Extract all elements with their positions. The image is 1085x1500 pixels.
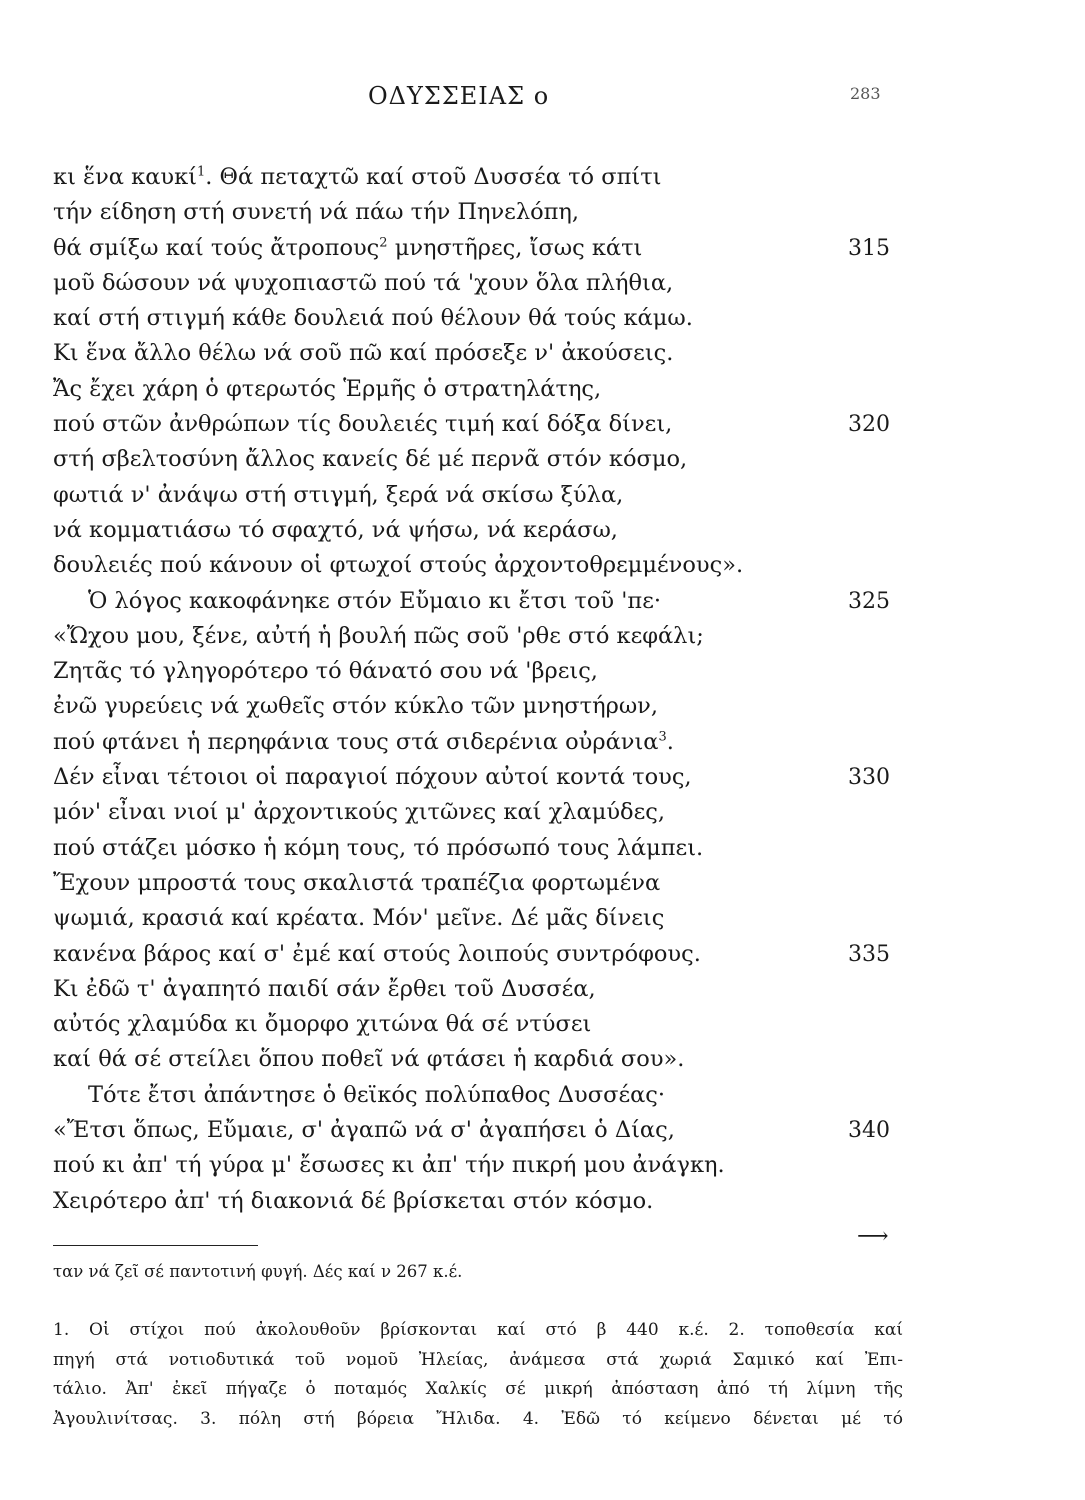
- verse-text: [53, 1184, 653, 1219]
- verse-text-main: κι ἕνα καυκί: [53, 164, 197, 190]
- footnotes: [53, 1316, 903, 1434]
- verse-text-main: μόν' εἶναι νιοί μ' ἀρχοντικούς χιτῶνες καί χλαμύδες,: [53, 799, 665, 826]
- verse-number: 335: [848, 941, 890, 967]
- verse-text: [53, 654, 598, 689]
- verse-line: [0, 372, 1085, 407]
- verse-line: [0, 1007, 1085, 1042]
- verse-text: [88, 584, 661, 619]
- verse-line: [0, 1078, 1085, 1113]
- verse-text: [53, 689, 658, 724]
- verse-line: [0, 513, 1085, 548]
- page-number: 283: [850, 84, 881, 103]
- verse-number: 330: [848, 765, 890, 791]
- verse-text-main: «Ἔτσι ὅπως, Εὔμαιε, σ' ἀγαπῶ νά σ' ἀγαπήσει ὁ Δίας,: [53, 1117, 675, 1144]
- verse-number: 340: [848, 1118, 890, 1144]
- verse-text-main: καί στή στιγμή κάθε δουλειά πού θέλουν θά τούς κάμω.: [53, 305, 693, 332]
- footnote-marker: 2: [379, 235, 388, 251]
- verse-line: [0, 1184, 1085, 1219]
- verse-line: [0, 266, 1085, 301]
- footnote-marker: 3: [658, 729, 667, 745]
- verse-text-main: ἐνῶ γυρεύεις νά χωθεῖς στόν κύκλο τῶν μνηστήρων,: [53, 693, 658, 720]
- continue-arrow-icon: ⟶: [857, 1224, 889, 1249]
- verse-text: [88, 1078, 665, 1113]
- running-title: ΟΔΥΣΣΕΙΑΣ ο: [368, 82, 550, 110]
- verse-text: [53, 548, 743, 583]
- verse-line: [0, 972, 1085, 1007]
- verse-line: [0, 901, 1085, 936]
- verse-text-main: Δέν εἶναι τέτοιοι οἱ παραγιοί πόχουν αὐτοί κοντά τους,: [53, 764, 692, 791]
- verse-text: [53, 336, 673, 371]
- page-header: [0, 82, 1085, 122]
- verse-text: [53, 619, 704, 654]
- verse-line: [0, 831, 1085, 866]
- verse-number: 315: [848, 235, 890, 261]
- verse-line: [0, 866, 1085, 901]
- verse-line: [0, 1113, 1085, 1148]
- verse-line: [0, 1148, 1085, 1183]
- verse-text-rest: .: [666, 728, 674, 755]
- verse-text-main: κανένα βάρος καί σ' ἐμέ καί στούς λοιπούς συντρόφους.: [53, 940, 701, 967]
- footnote-continuation: ταν νά ζεῖ σέ παντοτινή φυγή. Δές καί ν 267 κ.έ.: [53, 1262, 463, 1281]
- verse-text-main: Ἔχουν μπροστά τους σκαλιστά τραπέζια φορτωμένα: [53, 869, 661, 896]
- verse-text-rest: . Θά πεταχτῶ καί στοῦ Δυσσέα τό σπίτι: [205, 164, 662, 190]
- verse-text-main: Ὁ λόγος κακοφάνηκε στόν Εὔμαιο κι ἔτσι τοῦ 'πε·: [88, 587, 662, 614]
- verse-text-main: Χειρότερο ἀπ' τή διακονιά δέ βρίσκεται στόν κόσμο.: [53, 1187, 654, 1214]
- verse-line: [0, 442, 1085, 477]
- verse-text-main: μοῦ δώσουν νά ψυχοπιαστῶ πού τά 'χουν ὅλα πλήθια,: [53, 269, 674, 296]
- verse-line: [0, 760, 1085, 795]
- verse-text-main: πού κι ἀπ' τή γύρα μ' ἔσωσες κι ἀπ' τήν πικρή μου ἀνάγκη.: [53, 1152, 725, 1179]
- verse-text: [53, 937, 701, 972]
- footnote-marker: 1: [196, 164, 206, 180]
- verse-text-main: Τότε ἔτσι ἀπάντησε ὁ θεϊκός πολύπαθος Δυσσέας·: [88, 1081, 666, 1108]
- verse-text: [53, 1113, 675, 1148]
- verse-line: [0, 584, 1085, 619]
- verse-text-rest: μνηστῆρες, ἴσως κάτι: [387, 234, 643, 261]
- verse-text-main: Ζητᾶς τό γληγορότερο τό θάνατό σου νά 'βρεις,: [53, 658, 598, 685]
- verse-number: 320: [848, 412, 890, 438]
- footnote-line: τάλιο. Ἀπ' ἐκεῖ πήγαζε ὁ ποταμός Χαλκίς σέ μικρή ἀπόσταση ἀπό τή λίμνη τῆς: [53, 1379, 903, 1399]
- verse-line: [0, 654, 1085, 689]
- verse-text: [53, 478, 623, 513]
- verse-text: [53, 901, 664, 936]
- verse-text-main: ψωμιά, κρασιά καί κρέατα. Μόν' μεῖνε. Δέ μᾶς δίνεις: [53, 905, 665, 932]
- verse-text-main: καί θά σέ στείλει ὅπου ποθεῖ νά φτάσει ἡ καρδιά σου».: [53, 1046, 685, 1073]
- verse-text: [53, 795, 665, 830]
- verse-text-main: «Ὤχου μου, ξένε, αὐτή ἡ βουλή πῶς σοῦ 'ρθε στό κεφάλι;: [53, 622, 704, 649]
- verse-text-main: νά κομματιάσω τό σφαχτό, νά ψήσω, νά κεράσω,: [53, 516, 618, 543]
- verse-text-main: Κι ἐδῶ τ' ἀγαπητό παιδί σάν ἔρθει τοῦ Δυσσέα,: [53, 975, 596, 1002]
- verse-text-main: φωτιά ν' ἀνάψω στή στιγμή, ξερά νά σκίσω ξύλα,: [53, 481, 624, 508]
- verse-line: [0, 548, 1085, 583]
- verse-text-main: πού στῶν ἀνθρώπων τίς δουλειές τιμή καί δόξα δίνει,: [53, 411, 673, 438]
- verse-text: [53, 725, 674, 760]
- verse-number: 325: [848, 588, 890, 614]
- verse-line: [0, 795, 1085, 830]
- verse-line: [0, 725, 1085, 760]
- verse-text: [53, 231, 642, 266]
- verse-line: [0, 336, 1085, 371]
- verse-line: [0, 195, 1085, 230]
- verse-block: [0, 160, 1085, 1219]
- verse-line: [0, 231, 1085, 266]
- verse-text-main: Ἄς ἔχει χάρη ὁ φτερωτός Ἑρμῆς ὁ στρατηλάτης,: [53, 375, 602, 402]
- verse-text-main: δουλειές πού κάνουν οἱ φτωχοί στούς ἀρχοντοθρεμμένους».: [53, 552, 744, 579]
- verse-text-main: πού φτάνει ἡ περηφάνια τους στά σιδερένια οὐράνια: [53, 728, 659, 755]
- verse-text: [53, 972, 596, 1007]
- verse-text: [53, 866, 660, 901]
- footnote-line: πηγή στά νοτιοδυτικά τοῦ νομοῦ Ἠλείας, ἀνάμεσα στά χωριά Σαμικό καί Ἐπι-: [53, 1349, 903, 1370]
- verse-text-main: στή σβελτοσύνη ἄλλος κανείς δέ μέ περνᾶ στόν κόσμο,: [53, 446, 688, 473]
- verse-text-main: αὐτός χλαμύδα κι ὄμορφο χιτώνα θά σέ ντύσει: [53, 1011, 592, 1038]
- verse-line: [0, 301, 1085, 336]
- verse-text-main: Κι ἕνα ἄλλο θέλω νά σοῦ πῶ καί πρόσεξε ν' ἀκούσεις.: [53, 340, 674, 367]
- verse-line: [0, 937, 1085, 972]
- verse-line: [0, 619, 1085, 654]
- verse-text: [53, 301, 693, 336]
- verse-text: [53, 1042, 684, 1077]
- verse-text-main: τήν είδηση στή συνετή νά πάω τήν Πηνελόπη,: [53, 199, 580, 226]
- footnote-line: 1. Οἱ στίχοι πού ἀκολουθοῦν βρίσκονται καί στό β 440 κ.έ. 2. τοποθεσία καί: [53, 1320, 903, 1340]
- verse-text: [53, 831, 703, 866]
- verse-text: [53, 442, 687, 477]
- verse-text: [53, 1148, 725, 1183]
- verse-line: [0, 160, 1085, 195]
- verse-text: [53, 266, 673, 301]
- verse-text: [53, 195, 579, 230]
- footnote-rule: [53, 1245, 258, 1246]
- verse-text: [53, 513, 618, 548]
- footnote-line: Ἀγουλινίτσας. 3. πόλη στή βόρεια Ἤλιδα. 4. Ἐδῶ τό κείμενο δένεται μέ τό: [53, 1408, 903, 1429]
- verse-text-main: θά σμίξω καί τούς ἄτροπους: [53, 234, 380, 261]
- verse-line: [0, 689, 1085, 724]
- verse-text: [53, 372, 601, 407]
- verse-line: [0, 1042, 1085, 1077]
- verse-line: [0, 478, 1085, 513]
- verse-text: [53, 1007, 591, 1042]
- verse-line: [0, 407, 1085, 442]
- verse-text: [53, 160, 661, 195]
- verse-text: [53, 407, 672, 442]
- verse-text: [53, 760, 692, 795]
- verse-text-main: πού στάζει μόσκο ἡ κόμη τους, τό πρόσωπό τους λάμπει.: [53, 834, 704, 861]
